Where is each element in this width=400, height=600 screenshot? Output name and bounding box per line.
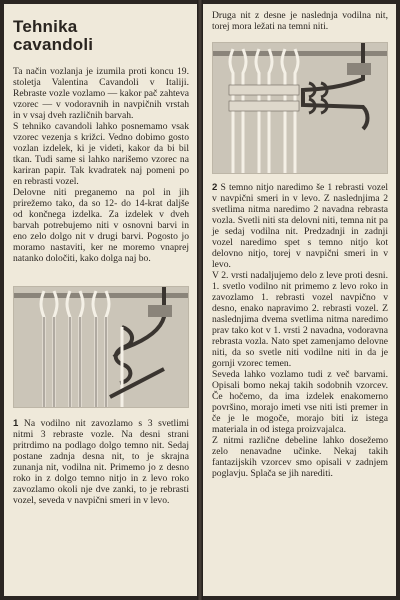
page-title (13, 18, 189, 54)
right-paragraph-1 (212, 182, 388, 270)
right-paragraph-4: Z nitmi različne debeline lahko dosežemo zelo nenavadne učinke. Nekaj takih fantazijskih vzorcev smo opisali v zadnjem poglavju. Splača se jih narediti. (212, 435, 388, 479)
macrame-knot-drawing-1 (14, 287, 189, 407)
right-paragraph-3: Seveda lahko vozlamo tudi z več barvami. Opisali bomo nekaj takih sodobnih vzorcev. Če hočemo, da ima izdelek enakomerno površino, morajo imeti vse niti isti premer in če je le mogoče, morajo biti iz istega materiala in od istega proizvajalca. (212, 369, 388, 435)
figure-1-caption (13, 418, 189, 506)
right-intro: Druga nit z desne je naslednja vodilna nit, torej mora ležati na temni niti. (212, 10, 388, 32)
title-line-1: Tehnika (13, 17, 78, 36)
figure-1-number: 1 (13, 418, 19, 429)
paragraph-2: S tehniko cavandoli lahko posnemamo vsak vzorec vezenja s križci. Vedno dobimo gosto vozlan izdelek, ki je videti, kakor da bi bil tkan. Tudi same si lahko narišemo vzorec na kariran papir. Tak kvadratek naj pomeni po en rebrasti vozel. (13, 121, 189, 187)
left-page (4, 4, 197, 596)
right-page (203, 4, 396, 596)
figure-1-illustration (13, 286, 189, 408)
right-paragraph-1-text: S temno nitjo naredimo še 1 rebrasti vozel v navpični smeri in v levo. Z naslednjima 2 svetlima nitma naredimo 2 navadna rebrasta vozla. Svetli niti sta delovni niti, temna nit pa je sedaj vodilna nit. Predzadnji in zadnji vozel naredimo spet s temno nitjo kot delovno nitjo, torej v navpični smeri in v levo. (212, 182, 388, 270)
right-paragraph-2: V 2. vrsti nadaljujemo delo z leve proti desni. 1. svetlo vodilno nit primemo z levo roko in zavozlamo 1. rebrasti vozel navpično v desno, enako napravimo 2. rebrasti vozel. Z naslednjima dvema svetlima nitma naredimo prav tako kot v 1. vrsti 2 navadna, vodoravna rebrasta vozla. Nato spet zamenjamo delovne niti, da so svetle niti vodilne niti in da je gornji vzorec temen. (212, 270, 388, 369)
figure-1-caption-text: Na vodilno nit zavozlamo s 3 svetlimi nitmi 3 rebraste vozle. Na desni strani pritrdimo na podlago dolgo temno nit. Sedaj postane zadnja desna nit, to je skrajna zunanja nit, vodilna nit. Primemo jo z desno roko in z dolgo temno nitjo in z levo roko zavozlamo okoli nje dve zanki, to je rebrasti vozel, seveda v navpični smeri in v levo. (13, 418, 189, 506)
paragraph-1: Ta način vozlanja je izumila proti koncu 19. stoletja Valentina Cavandoli v Italiji. Rebraste vozle vozlamo — kakor pač zahteva vzorec — v vodoravnih in navpičnih vrstah in v vsaj dveh različnih barvah. (13, 66, 189, 121)
figure-2-illustration (212, 42, 388, 174)
paragraph-3: Delovne niti preganemo na pol in jih prirežemo tako, da so 12- do 14-krat daljše od končnega izdelka. Za izdelek v dveh barvah potrebujemo niti v osnovni barvi in eno zelo dolgo nit v drugi barvi. Pogosto jo moramo nastaviti, ker ne moremo vnaprej natanko določiti, kako dolga naj bo. (13, 187, 189, 264)
macrame-knot-drawing-2 (213, 43, 388, 173)
title-line-2: cavandoli (13, 35, 94, 54)
figure-2-number: 2 (212, 182, 218, 193)
